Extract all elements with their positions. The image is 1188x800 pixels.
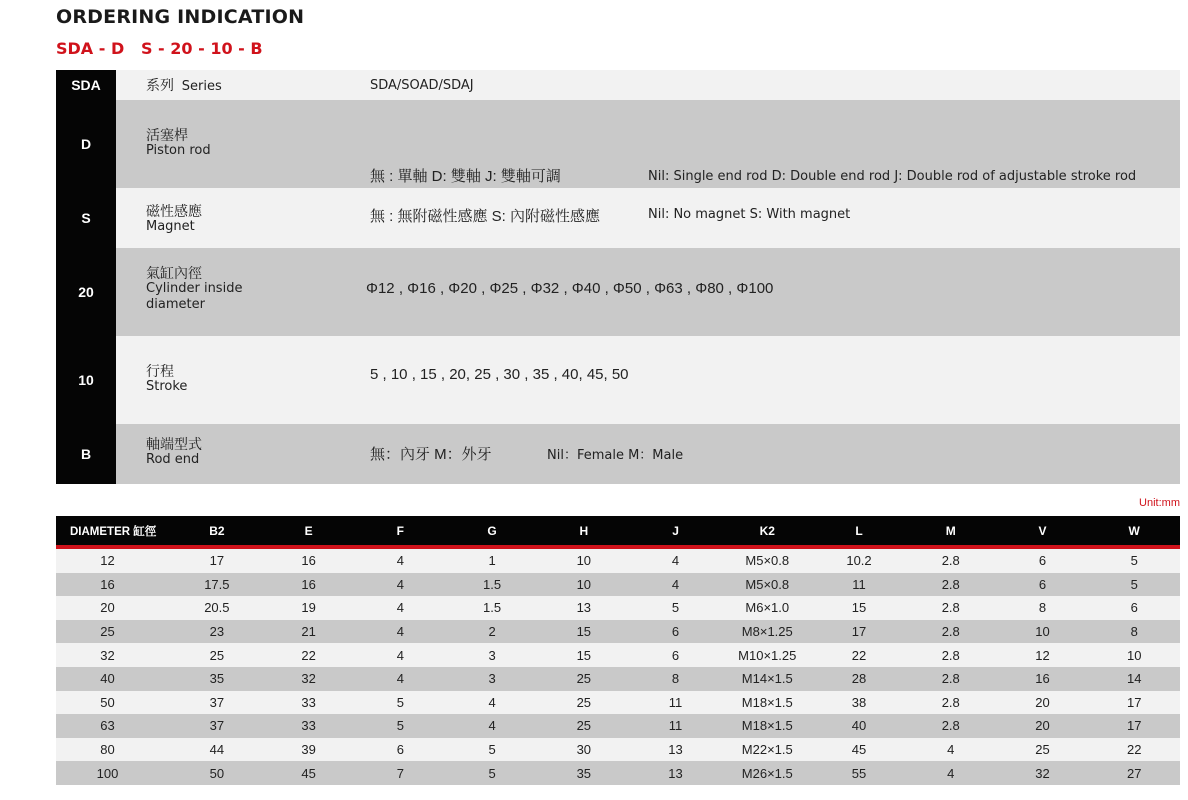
label-en: Series	[181, 79, 222, 94]
table-cell: 40	[100, 671, 115, 687]
label-cn: 行程	[146, 363, 174, 379]
ordering-label	[146, 436, 202, 468]
ordering-label	[146, 77, 222, 95]
ordering-code: D	[56, 100, 116, 188]
ordering-code: S	[56, 188, 116, 248]
table-cell: M22×1.5	[741, 742, 793, 758]
table-cell: 17	[1126, 694, 1142, 710]
table-cell: 4	[396, 576, 404, 592]
table-cell: 23	[209, 624, 225, 640]
ordering-label	[146, 127, 211, 159]
ordering-value: Φ12 , Φ16 , Φ20 , Φ25 , Φ32 , Φ40 , Φ50 , Φ63 , Φ80 , Φ100	[366, 280, 774, 297]
table-cell: 2	[488, 624, 496, 640]
table-cell: 10	[1035, 624, 1050, 640]
table-cell: 10	[576, 576, 592, 592]
label-cn: 氣缸內徑	[146, 265, 202, 281]
ordering-label	[146, 363, 187, 395]
table-cell: 4	[396, 671, 404, 687]
table-cell: 17	[1126, 718, 1142, 734]
table-cell: 50	[209, 765, 225, 781]
dimension-table-body	[56, 549, 1180, 785]
table-cell: 19	[301, 600, 316, 616]
column-header: H	[579, 523, 589, 538]
ordering-code: 10	[56, 336, 116, 424]
ordering-code: SDA	[56, 70, 116, 100]
table-cell: 21	[301, 624, 316, 640]
column-header: G	[487, 523, 497, 538]
column-header: F	[396, 523, 404, 538]
label-cn: 軸端型式	[146, 436, 202, 452]
table-cell: M18×1.5	[741, 718, 793, 734]
table-cell: 4	[671, 553, 680, 569]
table-cell: 10	[576, 553, 592, 569]
ordering-label	[146, 265, 256, 313]
label-cn: 系列	[146, 77, 174, 93]
table-cell: M14×1.5	[741, 671, 793, 687]
ordering-row-bore	[56, 248, 1180, 336]
table-cell: 13	[668, 742, 683, 758]
table-cell: 13	[668, 765, 683, 781]
table-cell: 2.8	[941, 718, 960, 734]
table-cell: 3	[488, 647, 496, 663]
table-cell: 25	[100, 624, 115, 640]
table-cell: 15	[576, 624, 592, 640]
table-row	[56, 691, 1180, 715]
ordering-value: 無 : 單軸 D: 雙軸 J: 雙軸可調	[370, 168, 561, 185]
table-cell: 22	[1126, 742, 1142, 758]
table-cell: 17.5	[204, 576, 230, 592]
column-header: K2	[759, 523, 775, 538]
ordering-row-piston-rod	[56, 100, 1180, 188]
table-cell: 22	[851, 647, 867, 663]
label-en: Cylinder inside diameter	[146, 281, 243, 312]
ordering-code: 20	[56, 248, 116, 336]
unit-label: Unit:mm	[1139, 497, 1180, 509]
table-cell: 40	[851, 718, 867, 734]
table-cell: 25	[1035, 742, 1050, 758]
table-cell: 44	[209, 742, 225, 758]
column-header: DIAMETER 缸徑	[70, 525, 157, 538]
table-cell: 35	[209, 671, 225, 687]
table-cell: 32	[301, 671, 316, 687]
table-cell: 6	[1038, 553, 1047, 569]
table-cell: 30	[576, 742, 592, 758]
table-row	[56, 714, 1180, 738]
table-cell: 25	[576, 694, 592, 710]
table-cell: M10×1.25	[738, 647, 797, 663]
table-cell: 2.8	[941, 576, 960, 592]
table-cell: 1	[488, 553, 496, 569]
table-row	[56, 643, 1180, 667]
table-cell: 6	[1038, 576, 1047, 592]
table-cell: 3	[488, 671, 496, 687]
table-row	[56, 761, 1180, 785]
table-cell: 11	[668, 694, 683, 710]
table-cell: 6	[396, 742, 404, 758]
table-cell: 5	[396, 694, 404, 710]
table-cell: 4	[396, 647, 404, 663]
table-cell: 2.8	[941, 553, 960, 569]
table-cell: 22	[301, 647, 316, 663]
column-header: L	[855, 523, 863, 538]
table-cell: 1.5	[483, 576, 502, 592]
ordering-value-en: Nil: Single end rod D: Double end rod J: Double rod of adjustable stroke rod	[648, 169, 1137, 184]
table-cell: 5	[671, 600, 680, 616]
table-cell: 37	[209, 718, 225, 734]
table-cell: 2.8	[941, 600, 960, 616]
ordering-value: SDA/SOAD/SDAJ	[370, 78, 474, 93]
table-cell: 2.8	[941, 647, 960, 663]
table-cell: 1.5	[483, 600, 502, 616]
table-cell: 8	[1038, 600, 1047, 616]
table-cell: 45	[301, 765, 316, 781]
table-cell: 15	[576, 647, 592, 663]
dimension-table-header	[56, 516, 1180, 549]
table-cell: 39	[301, 742, 316, 758]
table-cell: 2.8	[941, 624, 960, 640]
table-cell: 4	[947, 765, 955, 781]
table-cell: 33	[301, 694, 316, 710]
table-cell: 6	[1130, 600, 1138, 616]
table-row	[56, 596, 1180, 620]
column-header: E	[304, 523, 313, 538]
table-cell: 4	[396, 600, 404, 616]
table-row	[56, 549, 1180, 573]
ordering-value: 無：內牙 M：外牙	[370, 446, 492, 463]
ordering-value: 5 , 10 , 15 , 20, 25 , 30 , 35 , 40, 45, 50	[370, 366, 629, 383]
table-cell: 63	[100, 718, 115, 734]
table-cell: 16	[100, 576, 115, 592]
table-cell: 17	[209, 553, 225, 569]
table-cell: 5	[1130, 576, 1138, 592]
column-header: M	[945, 523, 956, 538]
ordering-row-rod-end	[56, 424, 1180, 484]
table-cell: 32	[1035, 765, 1050, 781]
ordering-code: B	[56, 424, 116, 484]
table-cell: 10	[1126, 647, 1142, 663]
table-cell: M5×0.8	[745, 553, 790, 569]
table-cell: 15	[851, 600, 867, 616]
table-cell: 5	[488, 742, 496, 758]
table-cell: 32	[100, 647, 115, 663]
table-cell: 10.2	[846, 553, 872, 569]
table-cell: M6×1.0	[745, 600, 790, 616]
table-cell: 12	[100, 553, 115, 569]
table-cell: 20.5	[204, 600, 230, 616]
page-title: ORDERING INDICATION	[56, 6, 305, 28]
label-en: Stroke	[146, 379, 188, 394]
table-cell: 16	[301, 553, 316, 569]
table-cell: 4	[488, 718, 496, 734]
ordering-value: 無 : 無附磁性感應 S: 內附磁性感應	[370, 208, 601, 225]
table-cell: 25	[576, 671, 592, 687]
column-header: B2	[209, 523, 225, 538]
table-cell: 4	[947, 742, 955, 758]
table-cell: 27	[1126, 765, 1142, 781]
column-header: J	[672, 523, 679, 538]
label-en: Magnet	[146, 219, 195, 234]
ordering-value-en: Nil：Female M：Male	[547, 448, 684, 463]
ordering-table	[56, 70, 1180, 484]
table-cell: M8×1.25	[741, 624, 793, 640]
table-cell: 2.8	[941, 671, 960, 687]
column-header: W	[1128, 523, 1140, 538]
ordering-row-magnet	[56, 188, 1180, 248]
table-cell: 50	[100, 694, 115, 710]
table-cell: 5	[488, 765, 496, 781]
table-cell: M26×1.5	[741, 765, 793, 781]
table-cell: 7	[396, 765, 404, 781]
label-cn: 磁性感應	[146, 203, 202, 219]
table-cell: 45	[851, 742, 867, 758]
table-cell: 4	[396, 624, 404, 640]
ordering-row-series	[56, 70, 1180, 100]
dimension-table	[56, 516, 1180, 785]
table-cell: 16	[1035, 671, 1050, 687]
table-cell: 6	[671, 624, 680, 640]
table-cell: 4	[396, 553, 404, 569]
table-cell: 5	[396, 718, 404, 734]
table-cell: 17	[851, 624, 867, 640]
table-cell: 4	[671, 576, 680, 592]
table-cell: 25	[576, 718, 592, 734]
ordering-row-stroke	[56, 336, 1180, 424]
table-cell: 55	[851, 765, 867, 781]
table-cell: 100	[96, 765, 119, 781]
table-cell: 5	[1130, 553, 1138, 569]
column-header: V	[1038, 523, 1047, 538]
table-cell: 8	[1130, 624, 1138, 640]
table-row	[56, 620, 1180, 644]
table-cell: 2.8	[941, 694, 960, 710]
label-cn: 活塞桿	[146, 127, 188, 143]
table-cell: 8	[671, 671, 680, 687]
label-en: Piston rod	[146, 143, 211, 158]
table-cell: 28	[851, 671, 867, 687]
table-cell: 6	[671, 647, 680, 663]
table-cell: 38	[851, 694, 867, 710]
table-cell: 20	[1035, 694, 1050, 710]
ordering-label	[146, 203, 202, 235]
label-en: Rod end	[146, 452, 200, 467]
table-cell: 14	[1126, 671, 1142, 687]
table-cell: M5×0.8	[745, 576, 790, 592]
table-cell: 20	[100, 600, 115, 616]
table-cell: 33	[301, 718, 316, 734]
table-row	[56, 573, 1180, 597]
table-cell: 4	[488, 694, 496, 710]
model-code: SDA - D S - 20 - 10 - B	[56, 39, 263, 58]
table-cell: 11	[668, 718, 683, 734]
table-row	[56, 738, 1180, 762]
table-cell: 20	[1035, 718, 1050, 734]
table-cell: 16	[301, 576, 316, 592]
table-cell: 12	[1035, 647, 1050, 663]
table-cell: 35	[576, 765, 592, 781]
ordering-value-en: Nil: No magnet S: With magnet	[648, 207, 851, 222]
table-cell: 13	[576, 600, 592, 616]
table-cell: 25	[209, 647, 225, 663]
table-cell: 37	[209, 694, 225, 710]
table-cell: 80	[100, 742, 115, 758]
table-row	[56, 667, 1180, 691]
table-cell: M18×1.5	[741, 694, 793, 710]
table-cell: 11	[852, 576, 866, 592]
